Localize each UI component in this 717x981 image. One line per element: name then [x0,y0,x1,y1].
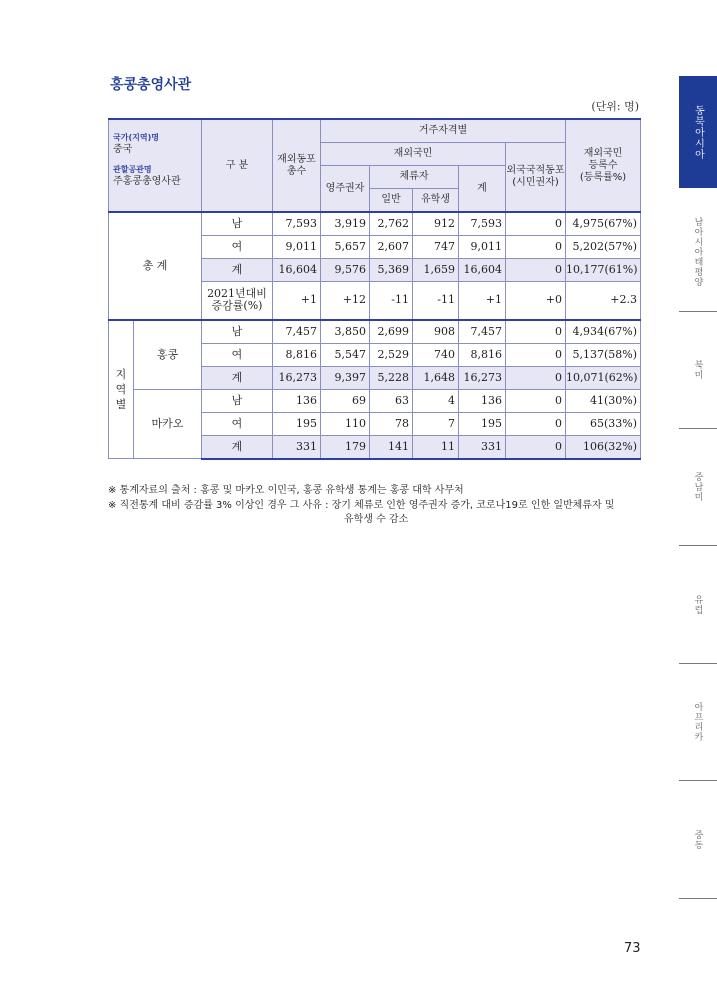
table-cell: 7,593 [273,212,321,236]
row-label: 여 [202,343,273,366]
sidebar-tab-north-america[interactable] [679,312,717,428]
table-cell: 740 [413,343,459,366]
table-cell: +1 [273,282,321,320]
sidebar-tab-label: 유럽 [692,594,703,615]
footnotes [108,484,648,528]
table-cell: 0 [506,412,566,435]
table-cell: 8,816 [459,343,506,366]
table-cell: 10,177(61%) [566,259,641,282]
header-student: 유학생 [413,189,459,213]
table-cell: 1,659 [413,259,459,282]
office-name: 주홍콩총영사관 [113,176,181,187]
row-label: 여 [202,412,273,435]
table-cell: 7,457 [273,320,321,344]
table-cell: 63 [370,389,413,412]
group-hongkong: 홍콩 [134,320,202,390]
table-cell: +12 [321,282,370,320]
table-cell: +2.3 [566,282,641,320]
table-cell: 9,011 [459,236,506,259]
table-cell: 110 [321,412,370,435]
country-label: 국가(지역)명 [113,133,159,142]
sidebar-tab-europe[interactable] [679,546,717,663]
table-cell: 7,593 [459,212,506,236]
table-cell: -11 [370,282,413,320]
header-general: 일반 [370,189,413,213]
sidebar-tab-label: 동북아시아 [692,104,704,160]
table-cell: 7,457 [459,320,506,344]
header-permanent: 영주권자 [321,166,370,213]
header-residence: 거주자격별 [321,119,566,143]
table-cell: 195 [273,412,321,435]
table-cell: 9,397 [321,366,370,389]
table-cell: 3,919 [321,212,370,236]
group-macau: 마카오 [134,389,202,459]
table-cell: 8,816 [273,343,321,366]
group-total: 총 계 [109,212,202,320]
sidebar-tab-label: 중동 [692,829,703,850]
header-category: 구 분 [202,119,273,212]
table-cell: 331 [273,435,321,459]
row-label: 계 [202,366,273,389]
page-number: 73 [624,941,641,956]
table-cell: 0 [506,236,566,259]
row-label: 남 [202,389,273,412]
table-cell: -11 [413,282,459,320]
unit-label: (단위: 명) [591,100,639,113]
table-cell: 136 [273,389,321,412]
table-cell: 1,648 [413,366,459,389]
statistics-table [108,118,641,460]
office-label: 관할공관명 [113,165,152,174]
header-sojourn: 체류자 [370,166,459,189]
table-cell: 195 [459,412,506,435]
table-cell: 5,657 [321,236,370,259]
footnote-text: ※ 직전통계 대비 증감률 3% 이상인 경우 그 사유 : 장기 체류로 인한 영주권자 증가, 코로나19로 인한 일반체류자 및 [108,500,615,511]
table-cell: 5,137(58%) [566,343,641,366]
sidebar-tab-africa[interactable] [679,664,717,780]
table-cell: 16,273 [459,366,506,389]
table-cell: 0 [506,389,566,412]
row-label-change: 2021년대비 증감률(%) [202,282,273,320]
sidebar-tab-label: 아프리카 [692,702,703,742]
table-cell: 0 [506,259,566,282]
table-cell: 2,762 [370,212,413,236]
header-registered: 재외국민 등록수 (등록률%) [566,119,641,212]
table-cell: 5,547 [321,343,370,366]
table-cell: 912 [413,212,459,236]
table-cell: 41(30%) [566,389,641,412]
table-cell: 5,202(57%) [566,236,641,259]
table-cell: 179 [321,435,370,459]
sidebar-tab-south-asia-pacific[interactable] [679,194,717,310]
sidebar-tab-label: 중남미 [692,472,703,502]
table-cell: 9,011 [273,236,321,259]
table-cell: +1 [459,282,506,320]
table-cell: 2,607 [370,236,413,259]
table-cell: 0 [506,435,566,459]
sidebar-divider [679,898,717,899]
table-cell: 9,576 [321,259,370,282]
table-cell: 0 [506,366,566,389]
row-label: 남 [202,212,273,236]
header-citizens: 재외국민 [321,143,506,166]
header-total: 재외동포 총수 [273,119,321,212]
header-subtotal: 계 [459,166,506,213]
row-label: 계 [202,435,273,459]
table-cell: 16,604 [459,259,506,282]
table-cell: 0 [506,320,566,344]
table-cell: 78 [370,412,413,435]
country-name: 중국 [113,144,133,155]
country-info-cell [109,119,202,212]
region-sidebar [679,76,717,906]
row-label: 여 [202,236,273,259]
table-cell: 5,369 [370,259,413,282]
table-cell: 141 [370,435,413,459]
table-cell: 2,699 [370,320,413,344]
table-cell: 136 [459,389,506,412]
table-cell: 747 [413,236,459,259]
table-cell: 2,529 [370,343,413,366]
table-cell: +0 [506,282,566,320]
table-cell: 3,850 [321,320,370,344]
header-foreign: 외국국적동포 (시민권자) [506,143,566,213]
row-label: 계 [202,259,273,282]
table-cell: 4,975(67%) [566,212,641,236]
table-cell: 69 [321,389,370,412]
sidebar-tab-latin-america[interactable] [679,429,717,545]
table-cell: 0 [506,343,566,366]
sidebar-tab-label: 남아시아태평양 [692,217,703,287]
table-cell: 908 [413,320,459,344]
table-cell: 16,604 [273,259,321,282]
table-cell: 4,934(67%) [566,320,641,344]
group-region: 지 역 별 [109,320,134,459]
footnote [108,484,648,498]
footnote-continuation: 유학생 수 감소 [344,514,409,525]
sidebar-tab-label: 북미 [692,360,703,380]
row-label: 남 [202,320,273,344]
table-cell: 16,273 [273,366,321,389]
footnote [108,499,648,527]
sidebar-tab-northeast-asia[interactable] [679,76,717,188]
table-cell: 0 [506,212,566,236]
table-cell: 10,071(62%) [566,366,641,389]
page-title: 홍콩총영사관 [110,77,192,93]
table-cell: 331 [459,435,506,459]
table-cell: 106(32%) [566,435,641,459]
table-cell: 65(33%) [566,412,641,435]
footnote-text: ※ 통계자료의 출처 : 홍콩 및 마카오 이민국, 홍콩 유학생 통계는 홍콩 대학 사무처 [108,485,464,496]
table-cell: 5,228 [370,366,413,389]
table-cell: 11 [413,435,459,459]
table-cell: 4 [413,389,459,412]
table-cell: 7 [413,412,459,435]
sidebar-tab-middle-east[interactable] [679,781,717,898]
